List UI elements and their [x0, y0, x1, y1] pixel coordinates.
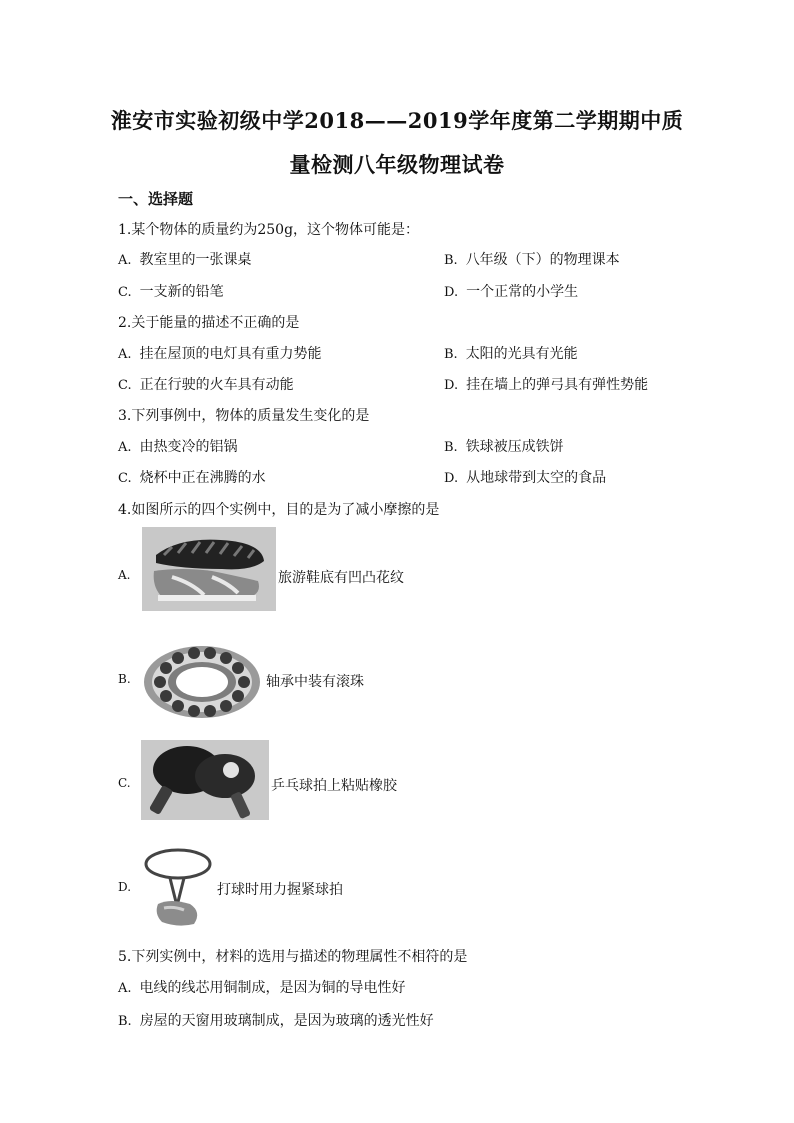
q3-option-c [118, 467, 266, 487]
question-4: 4.如图所示的四个实例中，目的是为了减小摩擦的是 [118, 502, 440, 518]
option-text: 房屋的天窗用玻璃制成，是因为玻璃的透光性好 [139, 1013, 434, 1029]
section-heading: 一、选择题 [118, 190, 194, 208]
option-letter: D. [444, 378, 459, 393]
option-letter: A. [118, 981, 132, 996]
option-letter: B. [444, 440, 458, 455]
option-text: 正在行驶的火车具有动能 [139, 377, 294, 393]
option-letter: A. [118, 253, 132, 268]
q5-option-a [118, 977, 406, 997]
option-text: 一个正常的小学生 [466, 284, 579, 300]
option-text: 教室里的一张课桌 [139, 252, 252, 268]
q1-option-b [444, 249, 620, 269]
q2-option-a [118, 343, 322, 363]
paddle-image [141, 740, 269, 820]
option-letter: D. [444, 471, 459, 486]
option-letter: B. [444, 253, 458, 268]
q2-option-c [118, 374, 294, 394]
q3-option-b [444, 436, 564, 456]
option-text: 挂在墙上的弹弓具有弹性势能 [466, 377, 649, 393]
option-letter: B. [118, 1014, 132, 1029]
option-text: 太阳的光具有光能 [465, 346, 578, 362]
option-text: 电线的线芯用铜制成，是因为铜的导电性好 [139, 980, 406, 996]
option-letter: C. [118, 471, 132, 486]
option-text: 铁球被压成铁饼 [465, 439, 564, 455]
q2-option-b [444, 343, 578, 363]
q1-option-a [118, 249, 252, 269]
option-text: 八年级（下）的物理课本 [465, 252, 620, 268]
q4-option-b-letter: B. [118, 672, 131, 686]
option-letter: D. [444, 285, 459, 300]
option-letter: A. [118, 347, 132, 362]
shoe-image [142, 527, 276, 611]
q2-option-d [444, 374, 648, 394]
q4-option-d-letter: D. [118, 880, 132, 894]
question-1: 1.某个物体的质量约为250g，这个物体可能是： [118, 222, 420, 238]
q3-option-a [118, 436, 238, 456]
question-3: 3.下列事例中，物体的质量发生变化的是 [118, 408, 370, 424]
option-text: 烧杯中正在沸腾的水 [139, 470, 266, 486]
option-text: 挂在屋顶的电灯具有重力势能 [139, 346, 322, 362]
option-letter: C. [118, 378, 132, 393]
q5-option-b [118, 1010, 434, 1030]
q4-option-c-caption: 乒乓球拍上粘贴橡胶 [271, 778, 397, 794]
racket-image [140, 846, 214, 928]
option-text: 从地球带到太空的食品 [466, 470, 607, 486]
q3-option-d [444, 467, 606, 487]
option-text: 一支新的铅笔 [139, 284, 224, 300]
q4-option-a-caption: 旅游鞋底有凹凸花纹 [278, 570, 404, 586]
bearing-image [140, 638, 264, 720]
q4-option-d-caption: 打球时用力握紧球拍 [217, 882, 343, 898]
option-letter: C. [118, 285, 132, 300]
question-5: 5.下列实例中，材料的选用与描述的物理属性不相符的是 [118, 949, 468, 965]
option-letter: B. [444, 347, 458, 362]
option-text: 由热变冷的铝锅 [139, 439, 238, 455]
question-2: 2.关于能量的描述不正确的是 [118, 315, 300, 331]
q4-option-a-letter: A. [118, 568, 131, 582]
exam-title-line2: 量检测八年级物理试卷 [289, 152, 505, 177]
option-letter: A. [118, 440, 132, 455]
q1-option-c [118, 281, 224, 301]
q4-option-c-letter: C. [118, 776, 131, 790]
q4-option-b-caption: 轴承中装有滚珠 [266, 674, 364, 690]
q1-option-d [444, 281, 578, 301]
exam-title-line1: 淮安市实验初级中学2018——2019学年度第二学期期中质 [110, 108, 684, 133]
